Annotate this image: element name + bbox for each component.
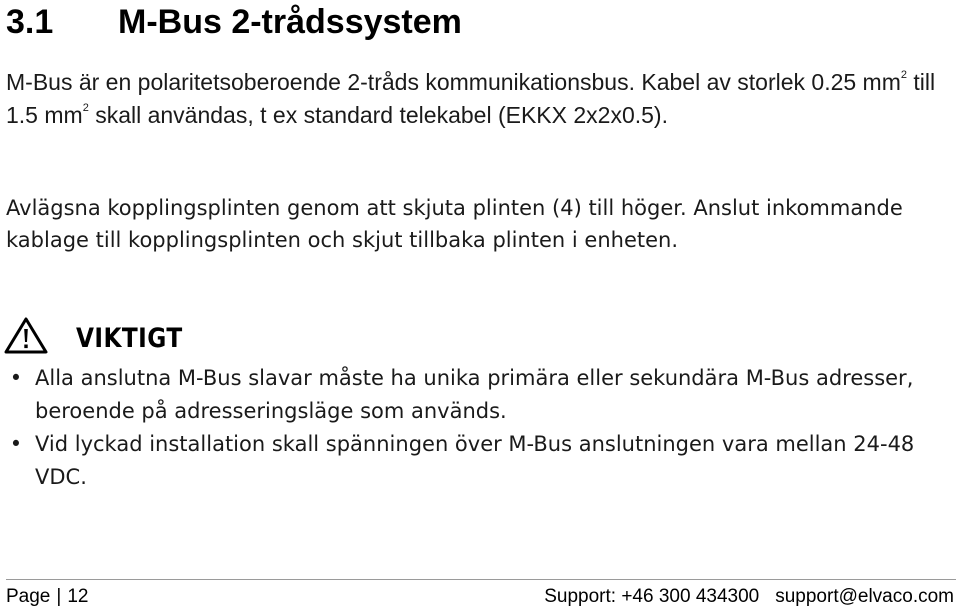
warning-bullet-list — [0, 362, 955, 494]
list-item — [0, 428, 955, 494]
bullet-text: Alla anslutna M-Bus slavar måste ha unika primära eller sekundära M-Bus adresser, beroende på adresseringsläge som används. — [35, 366, 914, 423]
cable-text-part2: till 1.5 mm — [6, 69, 936, 128]
page-number: 12 — [67, 586, 89, 607]
superscript-1: 2 — [900, 69, 908, 81]
terminal-paragraph: Avlägsna kopplingsplinten genom att skjuta plinten (4) till höger. Anslut inkommande kablage till kopplingsplinten och skjut tillbaka plinten i enheten. — [6, 196, 903, 252]
support-phone: Support: +46 300 434300 — [544, 586, 760, 607]
support-email: support@elvaco.com — [775, 586, 954, 607]
footer-page-info — [6, 584, 88, 610]
page-separator: | — [56, 586, 62, 607]
cable-paragraph — [6, 66, 936, 132]
page-label: Page — [6, 586, 51, 607]
footer-divider — [6, 579, 956, 580]
list-item — [0, 362, 955, 428]
cable-text-part1: M-Bus är en polaritetsoberoende 2-tråds kommunikationsbus. Kabel av storlek 0.25 mm — [6, 69, 901, 95]
bullet-text: Vid lyckad installation skall spänningen över M-Bus anslutningen vara mellan 24-48 VDC. — [35, 432, 915, 489]
superscript-2: 2 — [82, 102, 89, 114]
bullet-icon: • — [9, 366, 23, 390]
warning-triangle-icon — [4, 317, 48, 355]
bullet-icon: • — [9, 432, 23, 456]
section-number: 3.1 — [6, 3, 54, 41]
footer-support-info — [544, 584, 954, 610]
cable-text-part3: skall användas, t ex standard telekabel (EKKX 2x2x0.5). — [88, 102, 668, 128]
section-title: M-Bus 2-trådssystem — [118, 3, 462, 41]
section-heading — [6, 0, 462, 44]
warning-title: VIKTIGT — [76, 323, 183, 354]
warning-icon-container — [4, 316, 48, 356]
